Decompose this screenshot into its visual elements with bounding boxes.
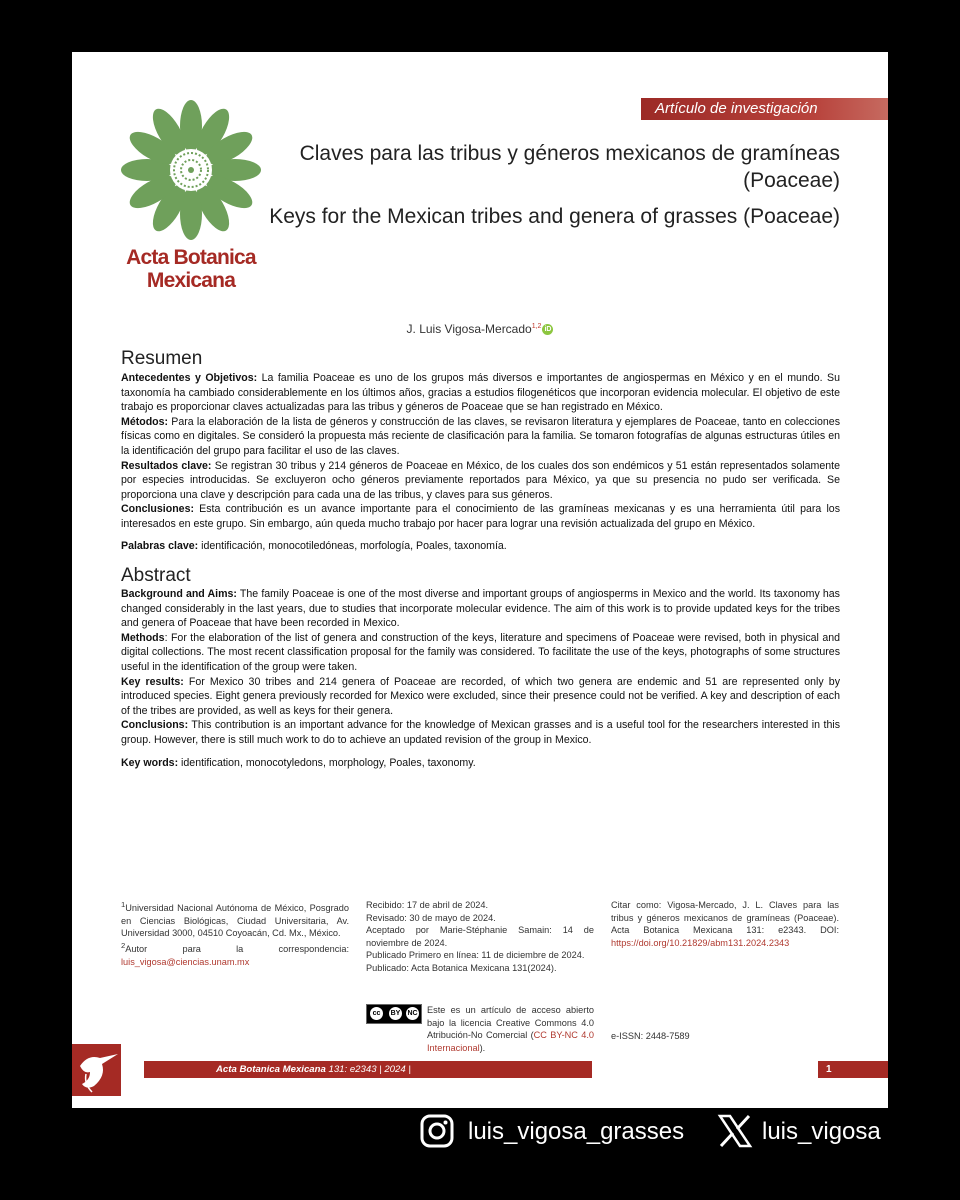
resumen-paragraph: Resultados clave: Se registran 30 tribus y 214 géneros de Poaceae en México, de los cuales dos son endémicos y 51 están representados solamente por especies introducidas. Se excluyeron ocho géneros previamente reportados para México, ya que su presencia no pudo ser verificada. Se proporciona una clave y descripción para cada una de las tribus, y claves para sus géneros.	[121, 459, 840, 501]
abstract-paragraph: Key results: For Mexico 30 tribes and 214 genera of Poaceae are recorded, of which two genera are endemic and 51 are represented only by introduced species. Eight genera previously recorded for Mexico were excluded, since their presence could not be verified. A key and description of each of the tribes are provided, as well as keys for their genera.	[121, 675, 840, 717]
author-email-link[interactable]: luis_vigosa@ciencias.unam.mx	[121, 956, 250, 967]
author-line	[72, 322, 888, 336]
author-name[interactable]: J. Luis Vigosa-Mercado	[406, 322, 532, 336]
abstract-body	[121, 587, 840, 748]
resumen-keywords: Palabras clave: identificación, monocotiledóneas, morfología, Poales, taxonomía.	[121, 540, 507, 552]
abstract-heading: Abstract	[121, 565, 191, 586]
instagram-handle[interactable]: luis_vigosa_grasses	[468, 1118, 685, 1145]
orcid-icon[interactable]: iD	[544, 326, 552, 334]
article-type-banner: Artículo de investigación	[641, 98, 888, 120]
license-link[interactable]: CC BY-NC 4.0 Internacional	[427, 1030, 594, 1053]
footer-bar: Acta Botanica Mexicana 131: e2343 | 2024 | https://doi.org/10.21829/abm131.2024.2343	[144, 1061, 592, 1078]
resumen-body	[121, 371, 840, 532]
title-spanish: Claves para las tribus y géneros mexicanos de gramíneas (Poaceae)	[299, 142, 840, 192]
abstract-keywords: Key words: identification, monocotyledons, morphology, Poales, taxonomy.	[121, 757, 476, 769]
journal-logo	[116, 96, 266, 296]
resumen-paragraph: Antecedentes y Objetivos: La familia Poaceae es uno de los grupos más diversos e importantes de angiospermas en México y en el mundo. Su taxonomía ha cambiado considerablemente en los últimos años, gracias a estudios filogenéticos que incorporan evidencia molecular. El objetivo de este trabajo es proporcionar claves actualizadas para las tribus y géneros de Poaceae que se han registrado en México.	[121, 372, 840, 414]
cc-license-badge[interactable]: cc BY NC	[366, 1004, 422, 1024]
resumen-heading: Resumen	[121, 348, 203, 369]
license-note: Este es un artículo de acceso abierto bajo la licencia Creative Commons 4.0 Atribución-No Comercial (CC BY-NC 4.0 Internacional).	[427, 1005, 594, 1053]
resumen-paragraph: Métodos: Para la elaboración de la lista de géneros y construcción de las claves, se revisaron literatura y ejemplares de Poaceae, tanto en colecciones físicas como en digitales. Se consideró la propuesta más reciente de clasificación para la familia. Se tomaron fotografías de algunas estructuras útiles en la identificación del grupo para facilitar el uso de las claves.	[121, 415, 840, 457]
resumen-paragraph: Conclusiones: Esta contribución es un avance importante para el conocimiento de las gramíneas mexicanas y es una herramienta útil para los interesados en este grupo. Sin embargo, aún queda mucho trabajo por hacer para lograr una revisión actualizada del grupo en México.	[121, 503, 840, 530]
x-handle[interactable]: luis_vigosa	[762, 1118, 881, 1145]
abstract-paragraph: Methods: For the elaboration of the list of genera and construction of the keys, literature and specimens of Poaceae were revised, both in physical and digital collections. The most recent classification proposal for the family was considered. To facilitate the use of the keys, photographs of some structures useful in the identification of the group were taken.	[121, 631, 840, 673]
instagram-icon[interactable]	[420, 1114, 454, 1148]
citation-footnote: Citar como: Vigosa-Mercado, J. L. Claves para las tribus y géneros mexicanos de gramíneas (Poaceae). Acta Botanica Mexicana 131: e2343. DOI: https://doi.org/10.21829/abm131.2024.2343	[611, 900, 839, 948]
eissn: e-ISSN: 2448-7589	[611, 1031, 690, 1041]
affiliation-footnote: $^1$Universidad Nacional Autónoma de México, Posgrado en Ciencias Biológicas, Ciudad Universitaria, Av. Universidad 3000, 04510 Coyoacán, Cd. Mx., México. $^2$Autor para la correspondencia: luis_vigosa@ciencias.unam.mx	[121, 900, 349, 967]
paper-page	[72, 52, 888, 1108]
hummingbird-logo-icon	[72, 1044, 121, 1096]
x-logo-icon[interactable]	[717, 1113, 753, 1149]
page-number: 1	[818, 1061, 888, 1078]
doi-link[interactable]: https://doi.org/10.21829/abm131.2024.2343	[611, 937, 790, 948]
journal-logo-text: Acta Botanica Mexicana	[126, 246, 256, 292]
title-english: Keys for the Mexican tribes and genera of grasses (Poaceae)	[269, 205, 840, 228]
flower-logo-icon	[116, 96, 266, 246]
dates-footnote: Recibido: 17 de abril de 2024. Revisado: 30 de mayo de 2024. Aceptado por Marie-Stéphanie Samain: 14 de noviembre de 2024. Publicado Primero en línea: 11 de diciembre de 2024. Publicado: Acta Botanica Mexicana 131(2024).	[366, 900, 594, 973]
abstract-paragraph: Conclusions: This contribution is an important advance for the knowledge of Mexican grasses and is a useful tool for the researchers interested in this group. However, there is still much work to do to achieve an updated revision of the group in Mexico.	[121, 719, 840, 746]
abstract-paragraph: Background and Aims: The family Poaceae is one of the most diverse and important groups of angiosperms in Mexico and the world. Its taxonomy has changed considerably in the last years, due to studies that incorporate molecular evidence. The aim of this work is to provide updated keys for the tribes and genera of Poaceae that have been recorded in Mexico.	[121, 588, 840, 630]
author-affiliation: 1,2	[531, 323, 542, 330]
